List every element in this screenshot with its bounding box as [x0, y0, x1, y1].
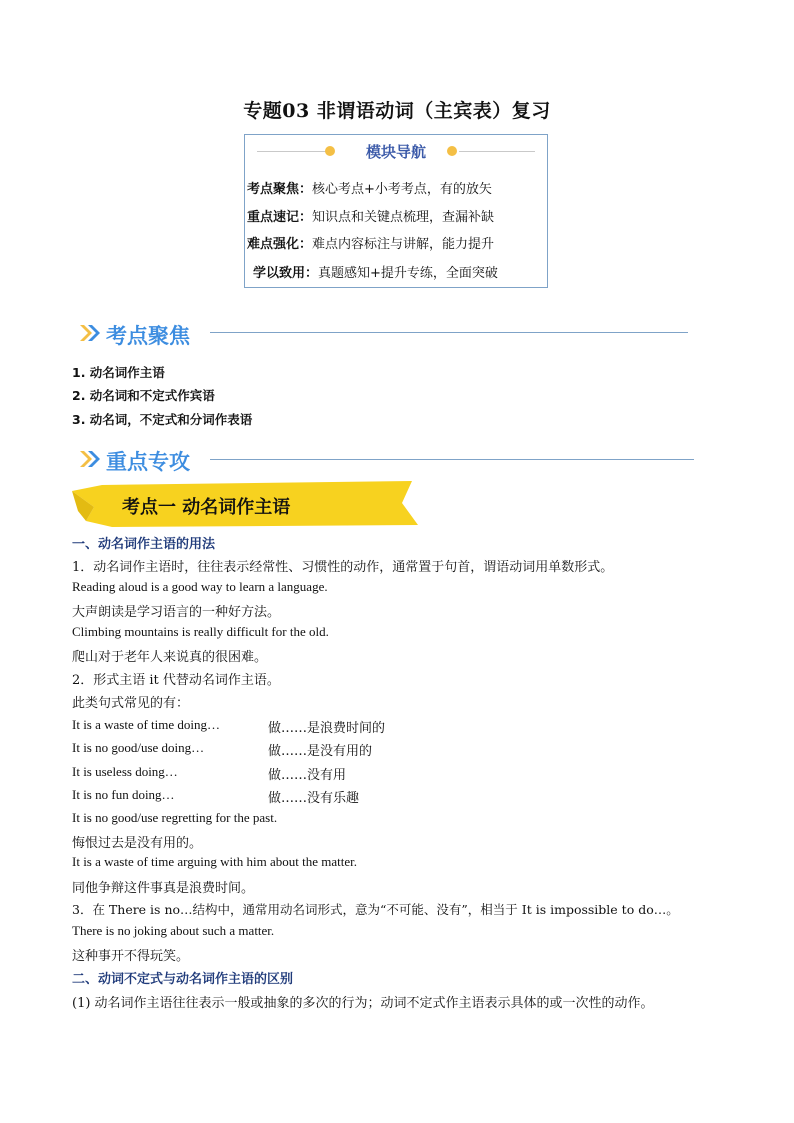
example-chinese: 爬山对于老年人来说真的很困难。 [72, 650, 268, 665]
pattern-english: It is no fun doing… [72, 787, 175, 802]
paragraph: 此类句式常见的有： [72, 696, 190, 711]
double-chevron-icon [80, 451, 104, 467]
example-english: It is no good/use regretting for the past. [72, 810, 278, 825]
paragraph: 2．形式主语 it 代替动名词作主语。 [72, 673, 280, 688]
double-chevron-icon [80, 325, 104, 341]
nav-row: 学以致用：真题感知+提升专练，全面突破 [253, 266, 498, 281]
example-chinese: 大声朗读是学习语言的一种好方法。 [72, 605, 281, 620]
page-title: 专题03 非谓语动词（主宾表）复习 [243, 100, 551, 122]
nav-row: 重点速记：知识点和关键点梳理，查漏补缺 [247, 210, 495, 225]
example-english: Climbing mountains is really difficult for the old. [72, 624, 329, 639]
nav-divider-right [459, 151, 535, 152]
pattern-english: It is no good/use doing… [72, 740, 205, 755]
nav-dot-right-icon [447, 146, 457, 156]
nav-row: 难点强化：难点内容标注与讲解，能力提升 [247, 237, 495, 252]
section-divider [210, 459, 694, 460]
subheading: 二、动词不定式与动名词作主语的区别 [72, 972, 294, 987]
pattern-chinese: 做……是浪费时间的 [268, 721, 386, 736]
banner-title: 考点一 动名词作主语 [122, 497, 291, 518]
paragraph: (1) 动名词作主语往往表示一般或抽象的多次的行为；动词不定式作主语表示具体的或一次性的动作。 [72, 996, 654, 1011]
nav-heading: 模块导航 [365, 143, 426, 161]
example-chinese: 同他争辩这件事真是浪费时间。 [72, 881, 255, 896]
list-item: 1. 动名词作主语 [72, 365, 165, 380]
section-title-focus: 考点聚焦 [106, 324, 190, 348]
pattern-english: It is useless doing… [72, 764, 178, 779]
example-english: Reading aloud is a good way to learn a language. [72, 579, 328, 594]
subheading: 一、动名词作主语的用法 [72, 537, 216, 552]
paragraph: 1．动名词作主语时，往往表示经常性、习惯性的动作，通常置于句首，谓语动词用单数形式。 [72, 560, 614, 575]
pattern-chinese: 做……没有用 [268, 768, 347, 783]
module-nav-box [244, 134, 548, 288]
pattern-chinese: 做……是没有用的 [268, 744, 373, 759]
list-item: 3. 动名词，不定式和分词作表语 [72, 412, 253, 427]
section-divider [210, 332, 688, 333]
list-item: 2. 动名词和不定式作宾语 [72, 388, 215, 403]
pattern-english: It is a waste of time doing… [72, 717, 221, 732]
nav-row: 考点聚焦：核心考点+小考考点，有的放矢 [247, 182, 492, 197]
example-chinese: 这种事开不得玩笑。 [72, 949, 190, 964]
pattern-chinese: 做……没有乐趣 [268, 791, 360, 806]
example-english: There is no joking about such a matter. [72, 923, 275, 938]
section-title-key: 重点专攻 [106, 450, 190, 474]
paragraph: 3．在 There is no…结构中，通常用动名词形式，意为“不可能、没有”，相当于 It is impossible to do…。 [72, 902, 679, 917]
example-chinese: 悔恨过去是没有用的。 [72, 836, 203, 851]
example-english: It is a waste of time arguing with him about the matter. [72, 854, 357, 869]
